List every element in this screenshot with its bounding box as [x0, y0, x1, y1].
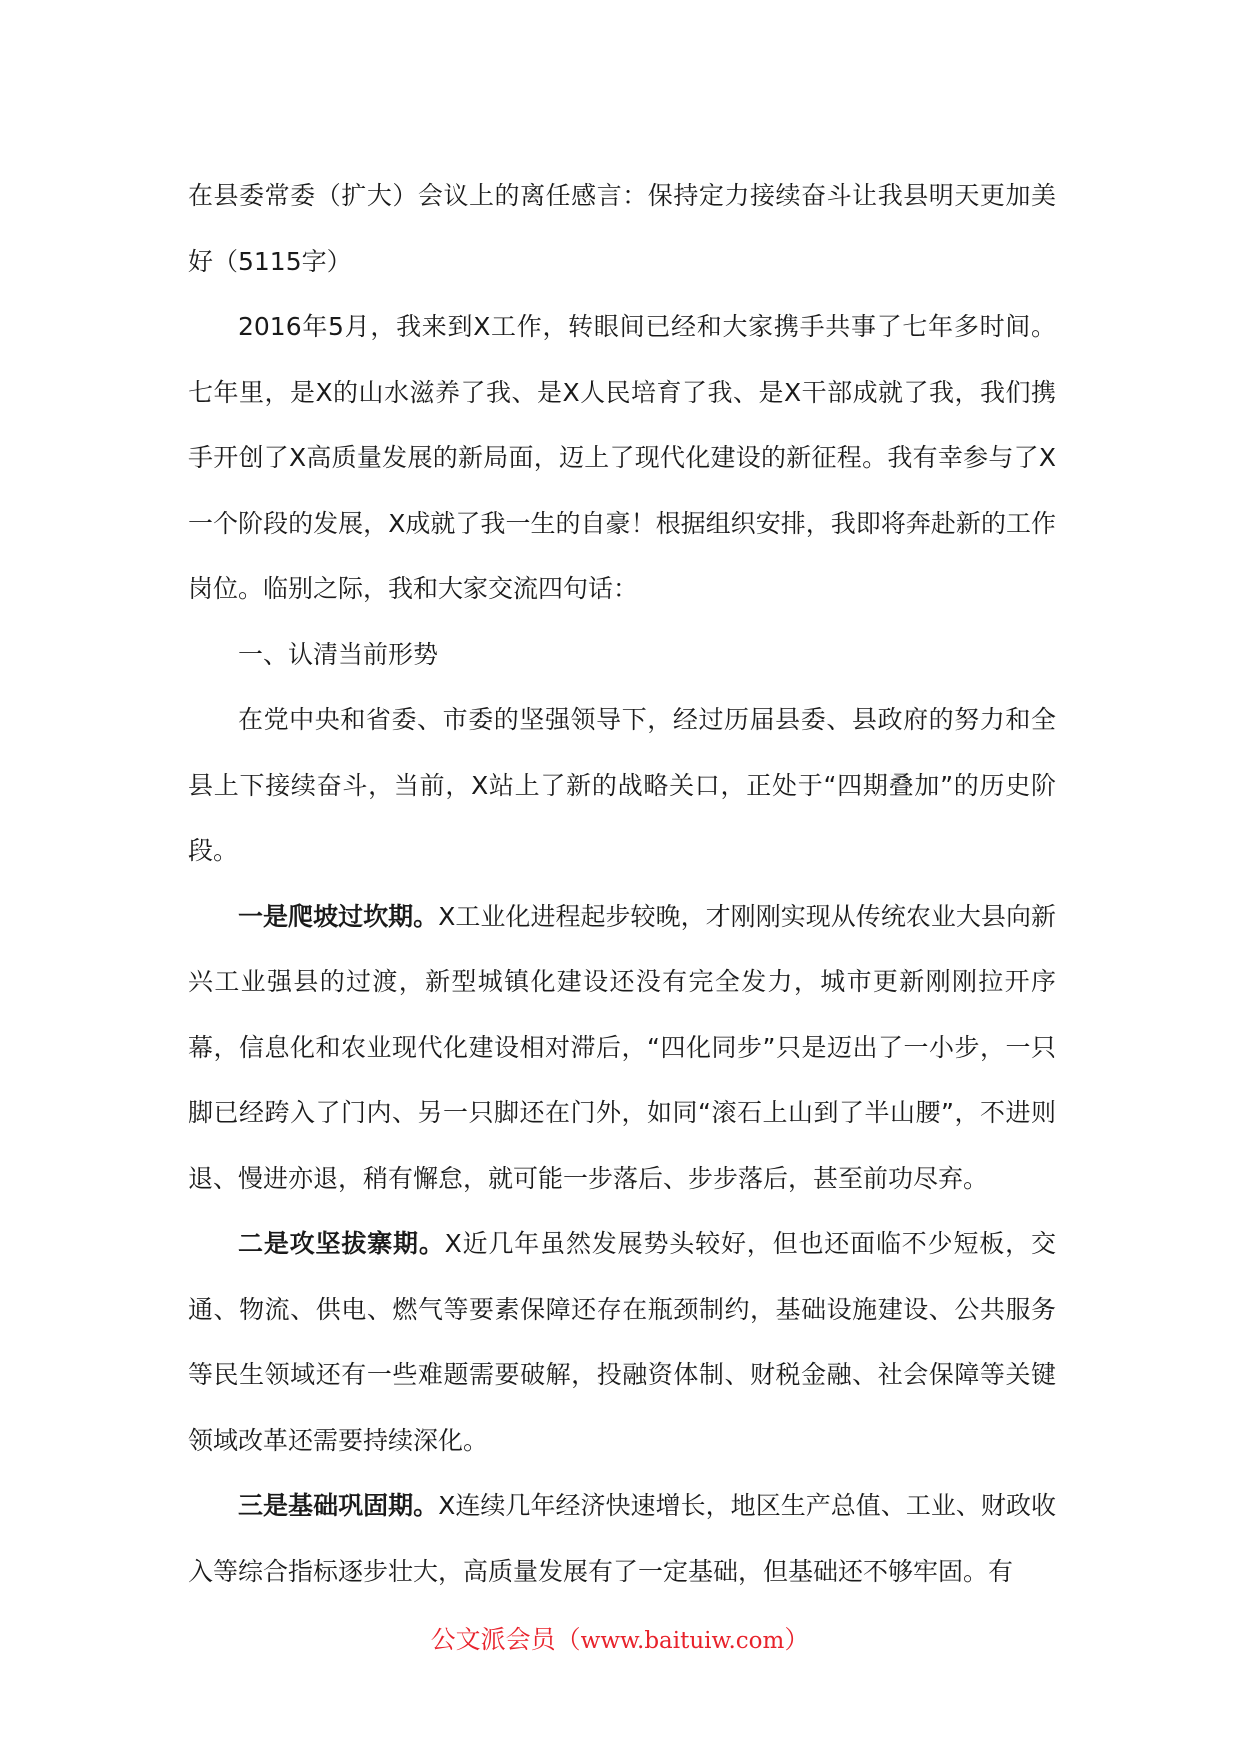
- document-body: [188, 163, 1056, 1604]
- footer-close: ）: [784, 1625, 810, 1654]
- point-text-3: X连续几年经济快速增长，地区生产总值、工业、财政收入等综合指标逐步壮大，高质量发展有了一定基础，但基础还不够牢固。有: [188, 1491, 1056, 1586]
- footer-label: 公文派会员（: [430, 1625, 581, 1654]
- point-paragraph-1: [188, 884, 1056, 1212]
- point-paragraph-2: [188, 1211, 1056, 1473]
- point-lead-3: 三是基础巩固期。: [238, 1491, 439, 1520]
- footer-watermark: [0, 1622, 1240, 1659]
- point-text-1: X工业化进程起步较晚，才刚刚实现从传统农业大县向新兴工业强县的过渡，新型城镇化建设还没有完全发力，城市更新刚刚拉开序幕，信息化和农业现代化建设相对滞后，“四化同步”只是迈出了一小步，一只脚已经跨入了门内、另一只脚还在门外，如同“滚石上山到了半山腰”，不进则退、慢进亦退，稍有懈怠，就可能一步落后、步步落后，甚至前功尽弃。: [188, 901, 1056, 1193]
- document-title: 在县委常委（扩大）会议上的离任感言：保持定力接续奋斗让我县明天更加美好（5115字）: [188, 181, 1056, 276]
- point-text-2: X近几年虽然发展势头较好，但也还面临不少短板，交通、物流、供电、燃气等要素保障还存在瓶颈制约，基础设施建设、公共服务等民生领域还有一些难题需要破解，投融资体制、财税金融、社会保障等关键领域改革还需要持续深化。: [188, 1229, 1056, 1455]
- point-paragraph-3: [188, 1473, 1056, 1604]
- section-heading: 一、认清当前形势: [238, 639, 439, 669]
- section-paragraph: 在党中央和省委、市委的坚强领导下，经过历届县委、县政府的努力和全县上下接续奋斗，当前，X站上了新的战略关口，正处于“四期叠加”的历史阶段。: [188, 705, 1056, 865]
- point-lead-2: 二是攻坚拔寨期。: [238, 1229, 445, 1258]
- intro-paragraph: 2016年5月，我来到X工作，转眼间已经和大家携手共事了七年多时间。七年里，是X的山水滋养了我、是X人民培育了我、是X干部成就了我，我们携手开创了X高质量发展的新局面，迈上了现代化建设的新征程。我有幸参与了X一个阶段的发展，X成就了我一生的自豪！根据组织安排，我即将奔赴新的工作岗位。临别之际，我和大家交流四句话：: [188, 312, 1056, 603]
- footer-url: www.baituiw.com: [580, 1628, 785, 1654]
- point-lead-1: 一是爬坡过坎期。: [238, 901, 439, 931]
